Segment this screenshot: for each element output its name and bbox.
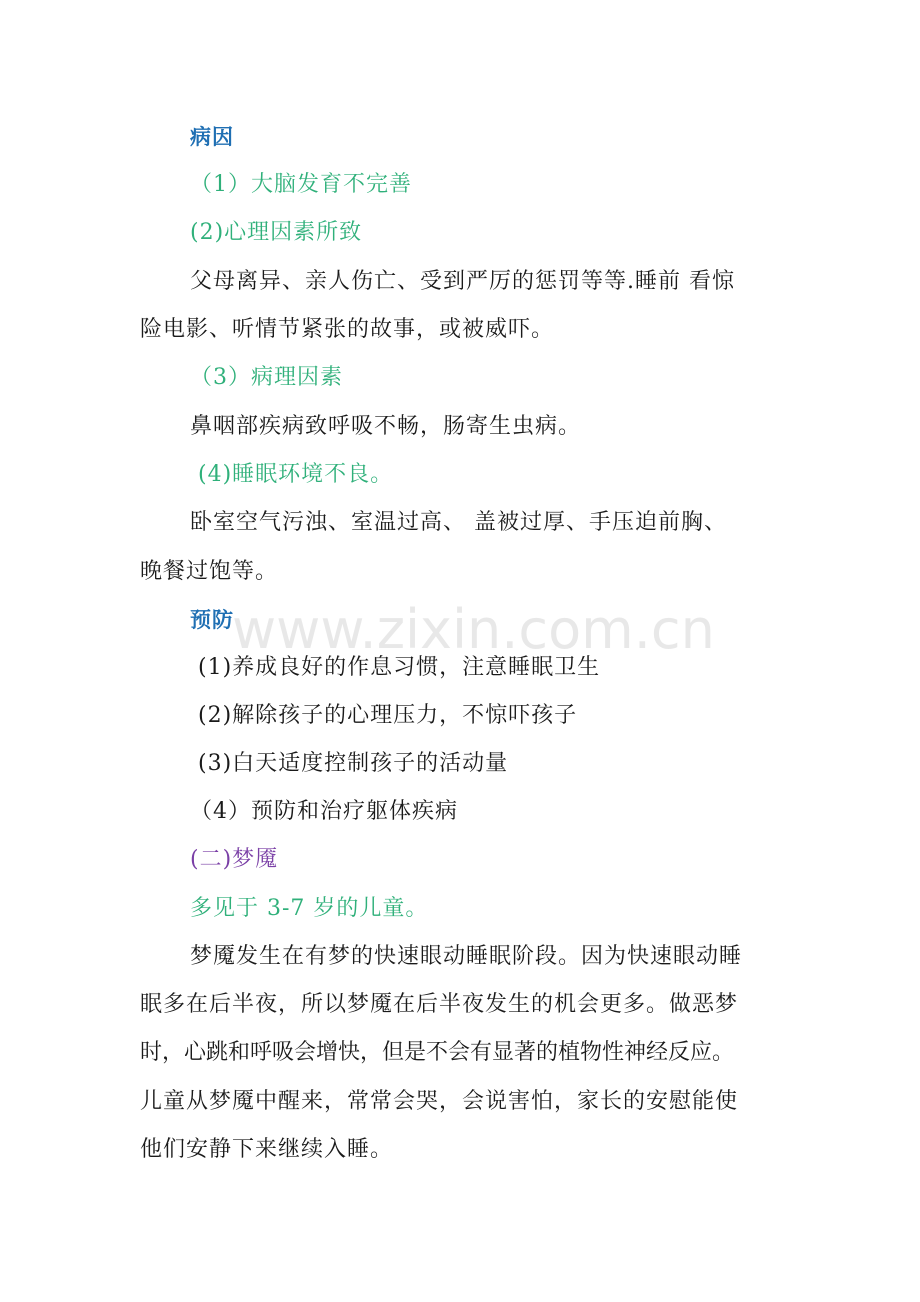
cause-item-1: （1）大脑发育不完善 [190, 172, 412, 197]
prevention-item-2: (2)解除孩子的心理压力，不惊吓孩子 [198, 703, 578, 728]
prevention-item-1: (1)养成良好的作息习惯，注意睡眠卫生 [198, 655, 601, 680]
nightmare-age: 多见于 3-7 岁的儿童。 [190, 896, 429, 921]
cause-item-4-body-line-1: 卧室空气污浊、室温过高、 盖被过厚、手压迫前胸、 [190, 510, 727, 535]
prevention-heading: 预防 [190, 608, 234, 632]
prevention-item-4: （4）预防和治疗躯体疾病 [190, 799, 458, 824]
cause-item-4-body-line-2: 晚餐过饱等。 [140, 559, 279, 584]
cause-item-3-body: 鼻咽部疾病致呼吸不畅，肠寄生虫病。 [190, 414, 582, 439]
nightmare-body-line-3: 时，心跳和呼吸会增快，但是不会有显著的植物性神经反应。 [140, 1040, 735, 1065]
nightmare-heading: (二)梦魇 [190, 847, 279, 872]
cause-item-2: (2)心理因素所致 [190, 220, 363, 245]
nightmare-body-line-5: 他们安静下来继续入睡。 [140, 1137, 394, 1162]
cause-item-2-body-line-1: 父母离异、亲人伤亡、受到严厉的惩罚等等.睡前 看惊 [190, 269, 735, 294]
cause-heading: 病因 [190, 125, 234, 149]
cause-item-2-body-line-2: 险电影、听情节紧张的故事，或被威吓。 [140, 317, 555, 342]
cause-item-3: （3）病理因素 [190, 365, 343, 390]
cause-item-4: (4)睡眠环境不良。 [198, 462, 394, 487]
nightmare-body-line-2: 眠多在后半夜，所以梦魇在后半夜发生的机会更多。做恶梦 [140, 992, 739, 1017]
nightmare-body-line-1: 梦魇发生在有梦的快速眼动睡眠阶段。因为快速眼动睡 [190, 944, 743, 969]
watermark: www.zixin.com.cn [232, 598, 715, 661]
nightmare-body-line-4: 儿童从梦魇中醒来，常常会哭，会说害怕，家长的安慰能使 [140, 1089, 739, 1114]
prevention-item-3: (3)白天适度控制孩子的活动量 [198, 751, 509, 776]
